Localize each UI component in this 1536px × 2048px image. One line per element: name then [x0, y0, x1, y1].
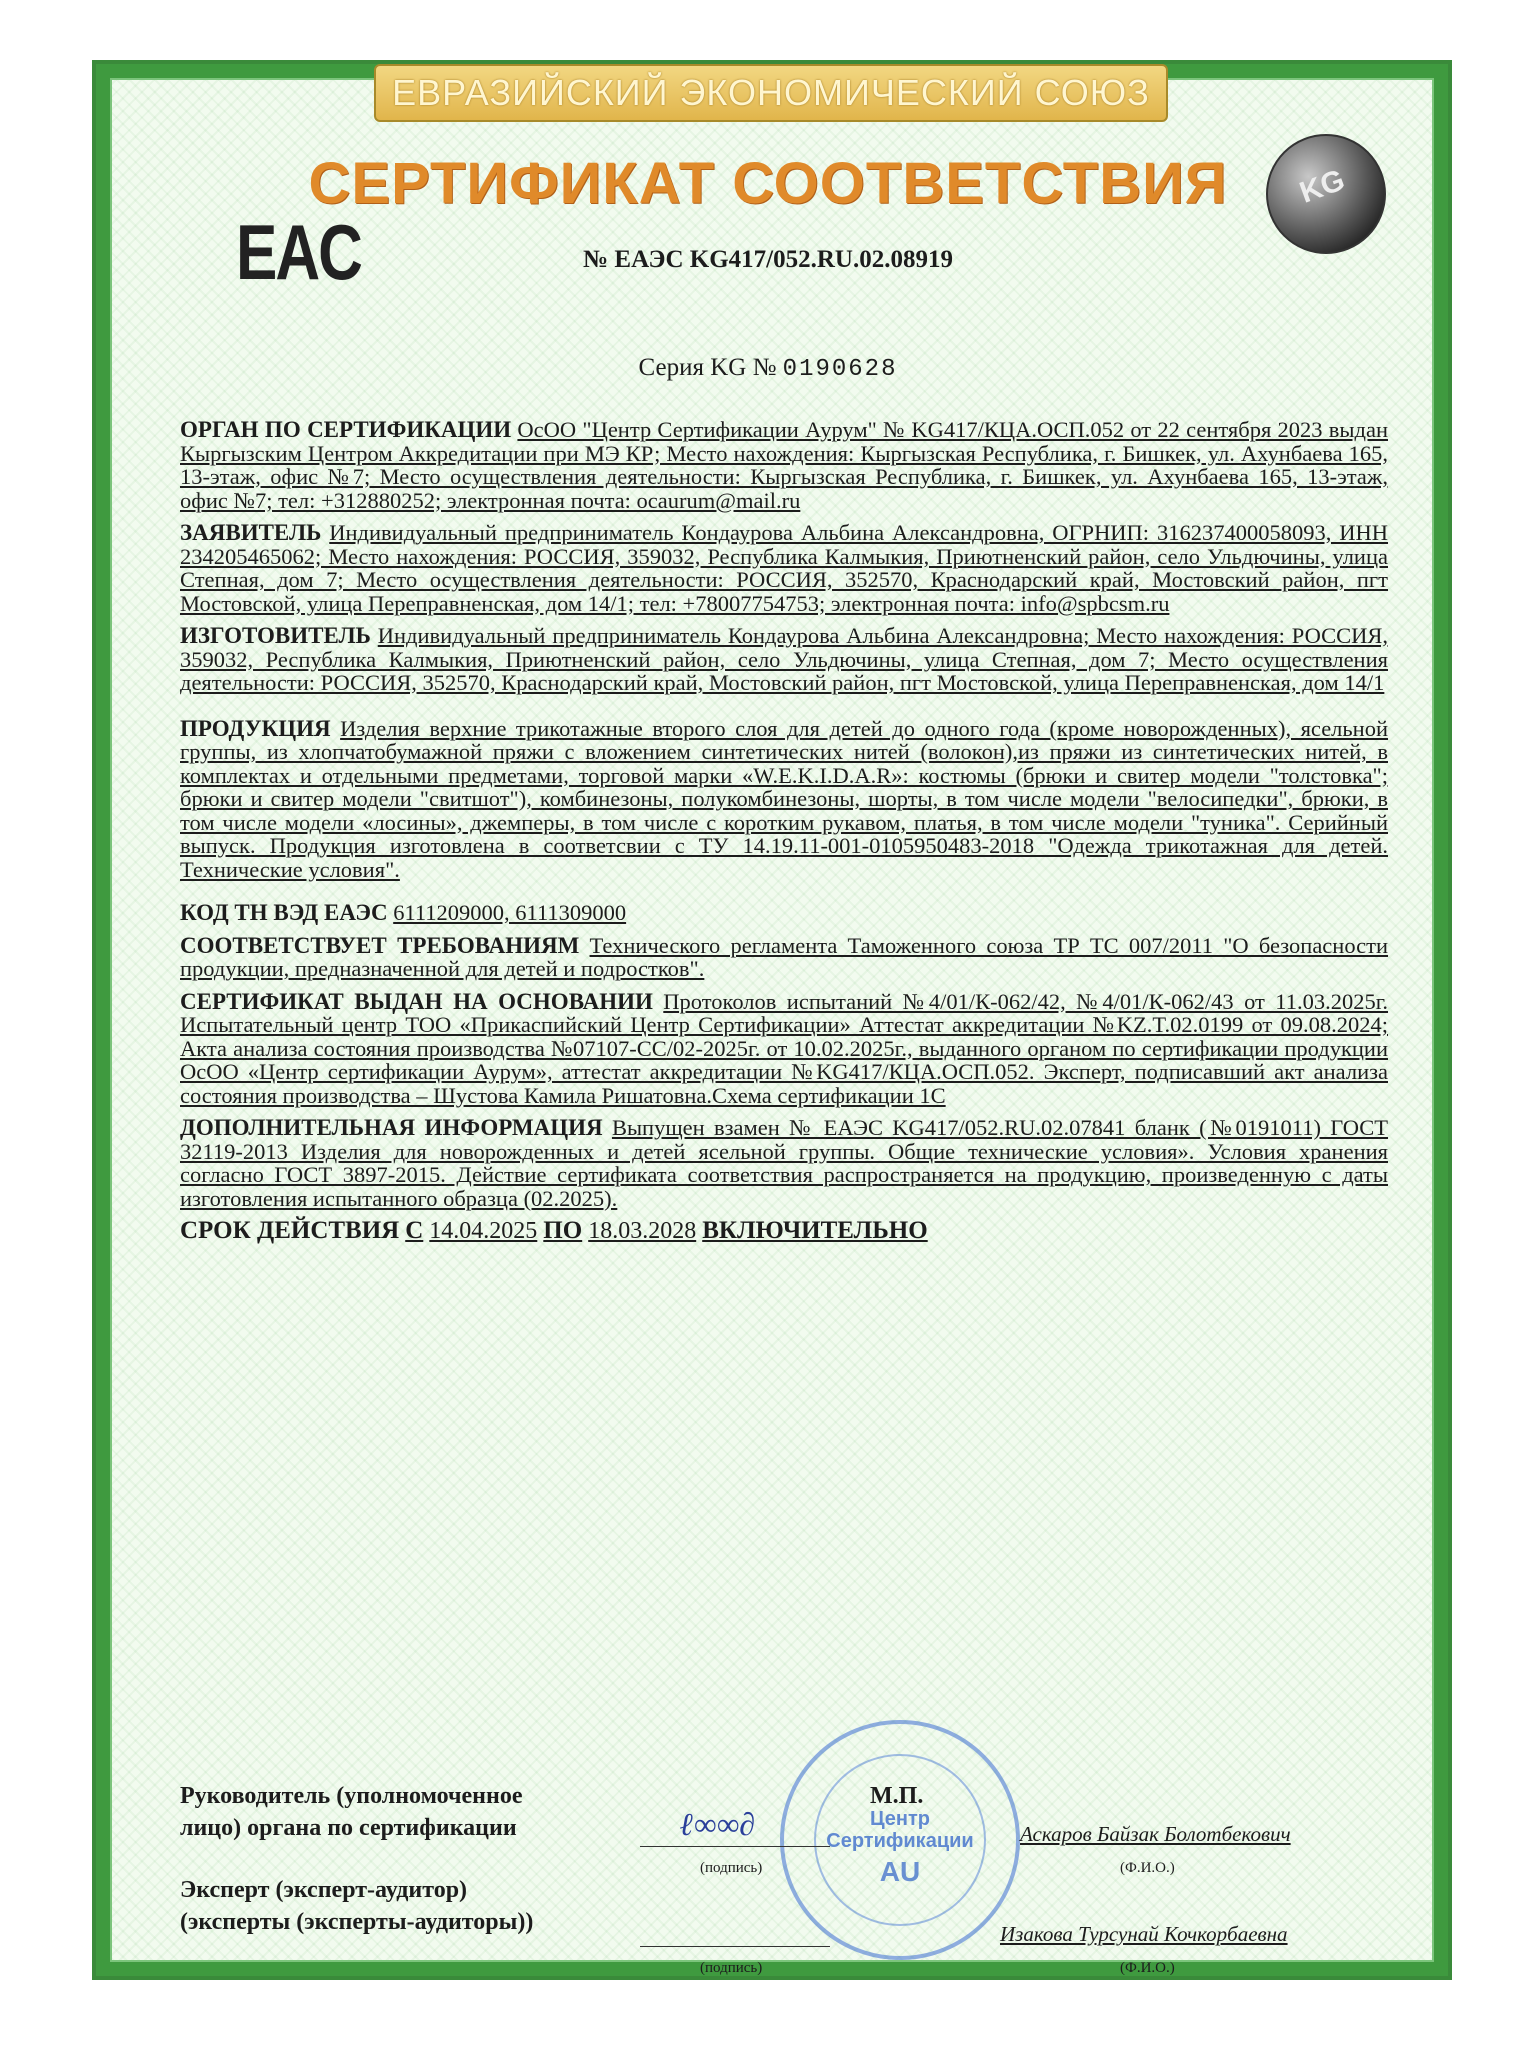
applicant-text: Индивидуальный предприниматель Кондаурова Альбина Александровна, ОГРНИП: 316237400058093, ИНН 234205465062; Место нахождения: РОССИЯ, 359032, Республика Калмыкия, Приютненский район, село Ульдючины, улица Степная, дом 7; Место осуществления деятельности: РОССИЯ, 352570, Краснодарский край, Мостовский район, пгт Мостовской, улица Переправненская, дом 14/1; тел: +78007754753; электронная почта: info@spbcsm.ru	[180, 520, 1389, 616]
head-label-line-1: Руководитель (уполномоченное	[180, 1783, 523, 1809]
stamp-line-1: Центр	[869, 1808, 931, 1830]
validity-to-date: 18.03.2028	[588, 1218, 697, 1244]
certificate-title: СЕРТИФИКАТ СООТВЕТСТВИЯ	[308, 151, 1228, 216]
eac-logo: EAC	[236, 210, 361, 297]
conforms-section	[180, 934, 1388, 981]
validity-from-word: С	[405, 1217, 424, 1244]
customs-code-label: КОД ТН ВЭД ЕАЭС	[180, 900, 388, 925]
stamp-logo: AU	[879, 1856, 921, 1887]
series-label: Серия KG №	[638, 354, 777, 381]
customs-code-section	[180, 901, 1388, 925]
validity-suffix: ВКЛЮЧИТЕЛЬНО	[702, 1217, 928, 1244]
validity-from-date: 14.04.2025	[429, 1218, 538, 1244]
expert-name: Изакова Турсунай Кочкорбаевна	[1000, 1922, 1288, 1946]
product-text: Изделия верхние трикотажные второго слоя для детей до одного года (кроме новорожденных), ясельной группы, из хлопчатобумажной пряжи с вложением синтетических нитей (волокон),из пряжи из синтетических нитей, в комплектах и отдельными предметами, торговой марки «W.E.K.I.D.A.R»: костюмы (брюки и свитер модели "толстовка"; брюки и свитер модели "свитшот"), комбинезоны, полукомбинезоны, шорты, в том числе модели "велосипедки", брюки, в том числе модели «лосины», джемперы, в том числе с коротким рукавом, платья, в том числе модели "туника". Серийный выпуск. Продукция изготовлена в соответсвии с ТУ 14.19.11-001-0105950483-2018 "Одежда трикотажная для детей. Технические условия".	[180, 715, 1389, 882]
certificate-body	[180, 418, 1388, 1253]
expert-label-line-2: (эксперты (эксперты-аудиторы))	[180, 1909, 534, 1935]
customs-code-text: 6111209000, 6111309000	[393, 900, 627, 925]
basis-section	[180, 990, 1388, 1108]
expert-signature-caption: (подпись)	[700, 1960, 763, 1976]
expert-signature-line	[640, 1946, 830, 1947]
certification-body-label: ОРГАН ПО СЕРТИФИКАЦИИ	[180, 417, 512, 442]
certification-body-section	[180, 418, 1388, 512]
applicant-label: ЗАЯВИТЕЛЬ	[180, 520, 322, 545]
additional-info-section	[180, 1116, 1388, 1210]
signatures-block	[180, 1780, 1380, 1980]
manufacturer-label: ИЗГОТОВИТЕЛЬ	[180, 623, 371, 648]
conforms-text: Технического регламента Таможенного союза ТР ТС 007/2011 "О безопасности продукции, предназначенной для детей и подростков".	[180, 932, 1389, 981]
series-number: 0190628	[782, 356, 898, 383]
hologram-seal-text: KG	[1295, 163, 1350, 210]
union-banner-text: ЕВРАЗИЙСКИЙ ЭКОНОМИЧЕСКИЙ СОЮЗ	[392, 72, 1150, 113]
head-signature-line	[640, 1846, 830, 1847]
validity-section	[180, 1219, 1388, 1244]
manufacturer-text: Индивидуальный предприниматель Кондаурова Альбина Александровна; Место нахождения: РОССИЯ, 359032, Республика Калмыкия, Приютненский район, село Ульдючины, улица Степная, дом 7; Место осуществления деятельности: РОССИЯ, 352570, Краснодарский край, Мостовский район, пгт Мостовской, улица Переправненская, дом 14/1	[180, 623, 1388, 695]
validity-to-word: ПО	[543, 1217, 583, 1244]
additional-info-label: ДОПОЛНИТЕЛЬНАЯ ИНФОРМАЦИЯ	[180, 1115, 603, 1140]
basis-label: СЕРТИФИКАТ ВЫДАН НА ОСНОВАНИИ	[180, 988, 653, 1014]
applicant-section	[180, 521, 1388, 615]
product-label: ПРОДУКЦИЯ	[180, 715, 331, 741]
head-signature: ℓ∞∞∂	[680, 1806, 756, 1842]
expert-label-line-1: Эксперт (эксперт-аудитор)	[180, 1877, 468, 1903]
union-banner	[374, 64, 1168, 122]
basis-text: Протоколов испытаний №4/01/К-062/42, №4/01/К-062/43 от 11.03.2025г. Испытательный центр ТОО «Прикаспийский Центр Сертификации» Аттестат аккредитации №KZ.T.02.0199 от 09.08.2024; Акта анализа состояния производства №07107-СС/02-2025г. от 10.02.2025г., выданного органом по сертификации продукции ОсОО «Центр сертификации Аурум», аттестат аккредитации №KG417/КЦА.ОСП.052. Эксперт, подписавший акт анализа состояния производства – Шустова Камила Ришатовна.Схема сертификации 1С	[180, 988, 1389, 1108]
signatory-labels	[180, 1780, 610, 1938]
expert-fio-caption: (Ф.И.О.)	[1120, 1960, 1175, 1976]
head-name: Аскаров Байзак Болотбекович	[1020, 1822, 1291, 1846]
stamp-line-2: Сертификации	[826, 1830, 974, 1852]
certification-body-text: ОсОО "Центр Сертификации Аурум" № KG417/КЦА.ОСП.052 от 22 сентября 2023 выдан Кыргызским Центром Аккредитации при МЭ КР; Место нахождения: Кыргызская Республика, г. Бишкек, ул. Ахунбаева 165, 13-этаж, офис №7; Место осуществления деятельности: Кыргызская Республика, г. Бишкек, ул. Ахунбаева 165, 13-этаж, офис №7; тел: +312880252; электронная почта: ocaurum@mail.ru	[180, 417, 1388, 513]
head-signature-caption: (подпись)	[700, 1860, 763, 1876]
certificate-number: № ЕАЭС KG417/052.RU.02.08919	[583, 246, 953, 273]
seal-mark: М.П.	[870, 1783, 924, 1809]
series-line	[0, 354, 1536, 383]
additional-info-text: Выпущен взамен № ЕАЭС KG417/052.RU.02.07841 бланк (№0191011) ГОСТ 32119-2013 Изделия для новорожденных и детей ясельной группы. Общие технические условия». Условия хранения согласно ГОСТ 3897-2015. Действие сертификата соответствия распространяется на продукцию, произведенную с даты изготовления испытанного образца (02.2025).	[180, 1115, 1389, 1211]
head-label-line-2: лицо) органа по сертификации	[180, 1815, 517, 1841]
manufacturer-section	[180, 624, 1388, 695]
conforms-label: СООТВЕТСТВУЕТ ТРЕБОВАНИЯМ	[180, 932, 580, 958]
head-fio-caption: (Ф.И.О.)	[1120, 1860, 1175, 1876]
product-section	[180, 717, 1388, 882]
validity-label: СРОК ДЕЙСТВИЯ	[180, 1217, 400, 1244]
